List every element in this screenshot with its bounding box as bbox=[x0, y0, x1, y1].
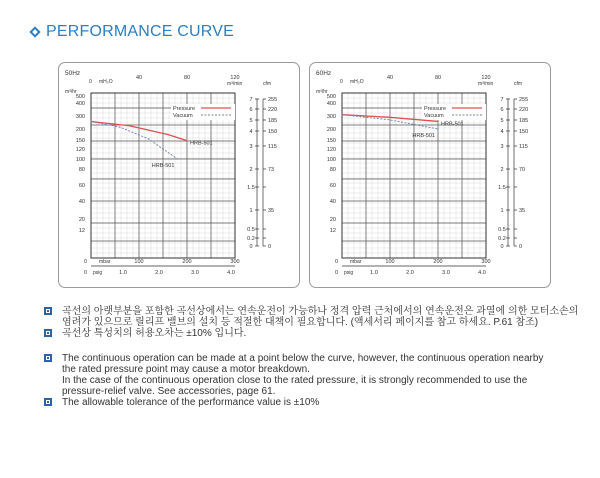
vacuum-point bbox=[389, 119, 390, 120]
top-tick-label: 0 bbox=[340, 79, 343, 85]
top-tick-label: 80 bbox=[183, 75, 191, 81]
chart-title: 50Hz bbox=[65, 70, 81, 77]
right-tick-cfm: 70 bbox=[519, 167, 526, 173]
bottom-unit-psig: psig bbox=[93, 270, 103, 276]
right-tick-m3min: 0.5 bbox=[247, 227, 255, 233]
right-tick-cfm: 73 bbox=[268, 167, 275, 173]
page-title bbox=[29, 20, 234, 44]
left-tick-label: 120 bbox=[326, 147, 336, 153]
right-tick-cfm: 255 bbox=[519, 97, 529, 103]
right-tick-cfm: 220 bbox=[519, 107, 529, 113]
left-tick-label: 300 bbox=[326, 114, 336, 120]
left-tick-label: 100 bbox=[326, 157, 336, 163]
right-unit-cfm: cfm bbox=[514, 81, 523, 87]
psig-tick-label: 1.0 bbox=[119, 270, 127, 276]
right-tick-cfm: 255 bbox=[268, 97, 278, 103]
right-tick-m3min: 6 bbox=[500, 107, 504, 113]
square-bullet-icon bbox=[44, 307, 52, 315]
chart-50hz bbox=[58, 62, 300, 288]
left-unit-label: m³/hr bbox=[316, 89, 328, 95]
square-bullet-icon bbox=[44, 354, 52, 362]
mbar-tick-label: 100 bbox=[385, 259, 395, 265]
bottom-unit-psig: psig bbox=[344, 270, 354, 276]
chart-svg bbox=[59, 63, 300, 288]
vacuum-point bbox=[437, 128, 438, 129]
top-tick-label: 80 bbox=[434, 75, 442, 81]
right-tick-cfm: 150 bbox=[268, 129, 278, 135]
right-tick-cfm: 185 bbox=[268, 118, 278, 124]
right-tick-m3min: 2 bbox=[500, 167, 504, 173]
psig-tick-label: 4.0 bbox=[227, 270, 235, 276]
right-unit-cfm: cfm bbox=[263, 81, 272, 87]
right-unit-m3min: m³/min bbox=[478, 81, 494, 87]
right-tick-m3min: 3 bbox=[249, 144, 253, 150]
vacuum-curve-label: HRB-501 bbox=[412, 133, 435, 139]
right-tick-m3min: 2 bbox=[249, 167, 253, 173]
mbar-tick-label: 300 bbox=[230, 259, 240, 265]
left-unit-label: m³/hr bbox=[65, 89, 77, 95]
right-tick-cfm: 150 bbox=[519, 129, 529, 135]
right-tick-cfm: 115 bbox=[268, 144, 277, 150]
right-unit-m3min: m³/min bbox=[227, 81, 243, 87]
vacuum-point bbox=[341, 114, 342, 115]
bottom-unit-mbar: mbar bbox=[99, 259, 111, 265]
right-tick-m3min: 7 bbox=[249, 97, 253, 103]
left-tick-label: 120 bbox=[75, 147, 85, 153]
right-tick-cfm: 35 bbox=[268, 208, 275, 214]
right-tick-m3min: 0 bbox=[500, 244, 504, 250]
right-tick-m3min: 5 bbox=[249, 118, 253, 124]
chart-title: 60Hz bbox=[316, 70, 332, 77]
top-unit-label: mH₂O bbox=[350, 79, 364, 85]
psig-tick-label: 3.0 bbox=[442, 270, 450, 276]
note-ko-continuous-operation bbox=[40, 306, 580, 328]
right-tick-m3min: 0.5 bbox=[498, 227, 506, 233]
left-tick-label: 400 bbox=[75, 101, 85, 107]
vacuum-curve-label: HRB-501 bbox=[151, 163, 175, 169]
psig-tick-label: 2.0 bbox=[155, 270, 163, 276]
left-tick-label: 500 bbox=[75, 94, 85, 100]
left-tick-label: 12 bbox=[78, 228, 85, 234]
note-line: 곡선의 아랫부분을 포함한 곡선상에서는 연속운전이 가능하나 정격 압력 근처에서의 연속운전은 과열에 의한 모터소손의 bbox=[62, 306, 579, 317]
mbar-tick-label: 300 bbox=[481, 259, 491, 265]
vacuum-point bbox=[119, 126, 120, 127]
right-tick-m3min: 0.2 bbox=[498, 236, 506, 242]
legend-pressure-label: Pressure bbox=[173, 106, 196, 112]
left-tick-label: 20 bbox=[329, 217, 336, 223]
legend-vacuum-label: Vacuum bbox=[173, 113, 193, 119]
left-tick-label: 12 bbox=[329, 228, 336, 234]
top-tick-label: 0 bbox=[89, 79, 92, 85]
left-tick-label: 400 bbox=[326, 101, 336, 107]
bottom-tick-label: 0 bbox=[83, 259, 87, 265]
pressure-point bbox=[389, 117, 390, 118]
right-tick-m3min: 1.5 bbox=[247, 185, 255, 191]
left-tick-label: 150 bbox=[326, 138, 336, 144]
note-en-tolerance bbox=[40, 397, 580, 408]
vacuum-point bbox=[90, 121, 91, 122]
left-tick-label: 100 bbox=[75, 157, 85, 163]
right-tick-cfm: 0 bbox=[268, 244, 272, 250]
right-tick-m3min: 4 bbox=[500, 129, 504, 135]
pressure-point bbox=[186, 140, 187, 141]
right-tick-cfm: 0 bbox=[519, 244, 523, 250]
top-tick-label: 120 bbox=[481, 75, 491, 81]
page-title-text: PERFORMANCE CURVE bbox=[46, 23, 235, 40]
psig-tick-label: 1.0 bbox=[370, 270, 378, 276]
left-tick-label: 200 bbox=[326, 127, 336, 133]
right-tick-m3min: 5 bbox=[500, 118, 504, 124]
note-line: 곡선상 특성치의 허용오차는 ±10% 입니다. bbox=[62, 328, 247, 339]
top-unit-label: mH₂O bbox=[99, 79, 113, 85]
left-tick-label: 60 bbox=[329, 183, 336, 189]
diamond-icon bbox=[29, 26, 40, 37]
square-bullet-icon bbox=[44, 398, 52, 406]
pressure-curve-label: HRB-501 bbox=[190, 140, 213, 147]
note-en-continuous-operation bbox=[40, 353, 580, 397]
left-tick-label: 60 bbox=[78, 183, 85, 189]
chart-svg bbox=[310, 63, 551, 288]
mbar-tick-label: 100 bbox=[134, 259, 144, 265]
left-tick-label: 40 bbox=[329, 199, 336, 205]
right-tick-m3min: 4 bbox=[249, 129, 253, 135]
legend-pressure-label: Pressure bbox=[424, 106, 447, 112]
pressure-point bbox=[167, 134, 168, 135]
note-line: pressure-relief valve. See accessories, page 61. bbox=[62, 386, 276, 397]
square-bullet-icon bbox=[44, 329, 52, 337]
psig-tick-label: 3.0 bbox=[191, 270, 199, 276]
top-tick-label: 120 bbox=[230, 75, 240, 81]
mbar-tick-label: 200 bbox=[182, 259, 192, 265]
psig-tick-label: 4.0 bbox=[478, 270, 486, 276]
notes-section bbox=[40, 306, 580, 408]
left-tick-label: 300 bbox=[75, 114, 85, 120]
left-tick-label: 80 bbox=[329, 167, 336, 173]
note-line: The continuous operation can be made at a point below the curve, however, the continuous operation nearby bbox=[62, 353, 544, 364]
right-tick-m3min: 7 bbox=[500, 97, 504, 103]
bottom-tick-label: 0 bbox=[334, 259, 338, 265]
right-tick-m3min: 1 bbox=[500, 208, 504, 214]
right-tick-cfm: 185 bbox=[519, 118, 529, 124]
chart-60hz bbox=[309, 62, 551, 288]
pressure-point bbox=[129, 125, 130, 126]
legend-vacuum-label: Vacuum bbox=[424, 113, 444, 119]
right-tick-cfm: 115 bbox=[519, 144, 528, 150]
psig-tick-label: 2.0 bbox=[406, 270, 414, 276]
left-tick-label: 150 bbox=[75, 138, 85, 144]
bottom-tick-label: 0 bbox=[83, 270, 87, 276]
bottom-tick-label: 0 bbox=[334, 270, 338, 276]
vacuum-point bbox=[148, 138, 149, 139]
mbar-tick-label: 200 bbox=[433, 259, 443, 265]
left-tick-label: 200 bbox=[75, 127, 85, 133]
right-tick-m3min: 0 bbox=[249, 244, 253, 250]
left-tick-label: 500 bbox=[326, 94, 336, 100]
bottom-unit-mbar: mbar bbox=[350, 259, 362, 265]
right-tick-m3min: 1 bbox=[249, 208, 253, 214]
pressure-curve-label: HRB-501 bbox=[441, 121, 464, 128]
right-tick-m3min: 0.2 bbox=[247, 236, 255, 242]
note-ko-tolerance bbox=[40, 328, 580, 339]
note-line: The allowable tolerance of the performance value is ±10% bbox=[62, 397, 320, 408]
note-line: 염려가 있으므로 릴리프 밸브의 설치 등 적절한 대책이 필요합니다. (액세서리 페이지를 참고 하세요. P.61 참조) bbox=[62, 317, 539, 328]
right-tick-m3min: 6 bbox=[249, 107, 253, 113]
left-tick-label: 40 bbox=[78, 199, 85, 205]
note-line: the rated pressure point may cause a motor breakdown. bbox=[62, 364, 310, 375]
top-tick-label: 40 bbox=[135, 75, 143, 81]
vacuum-point bbox=[177, 158, 178, 159]
left-tick-label: 20 bbox=[78, 217, 85, 223]
note-line: In the case of the continuous operation close to the rated pressure, it is strongly recommended to use the bbox=[62, 375, 528, 386]
left-tick-label: 80 bbox=[78, 167, 85, 173]
pressure-point bbox=[437, 121, 438, 122]
right-tick-m3min: 1.5 bbox=[498, 185, 506, 191]
top-tick-label: 40 bbox=[386, 75, 394, 81]
right-tick-cfm: 220 bbox=[268, 107, 278, 113]
right-tick-cfm: 35 bbox=[519, 208, 526, 214]
right-tick-m3min: 3 bbox=[500, 144, 504, 150]
